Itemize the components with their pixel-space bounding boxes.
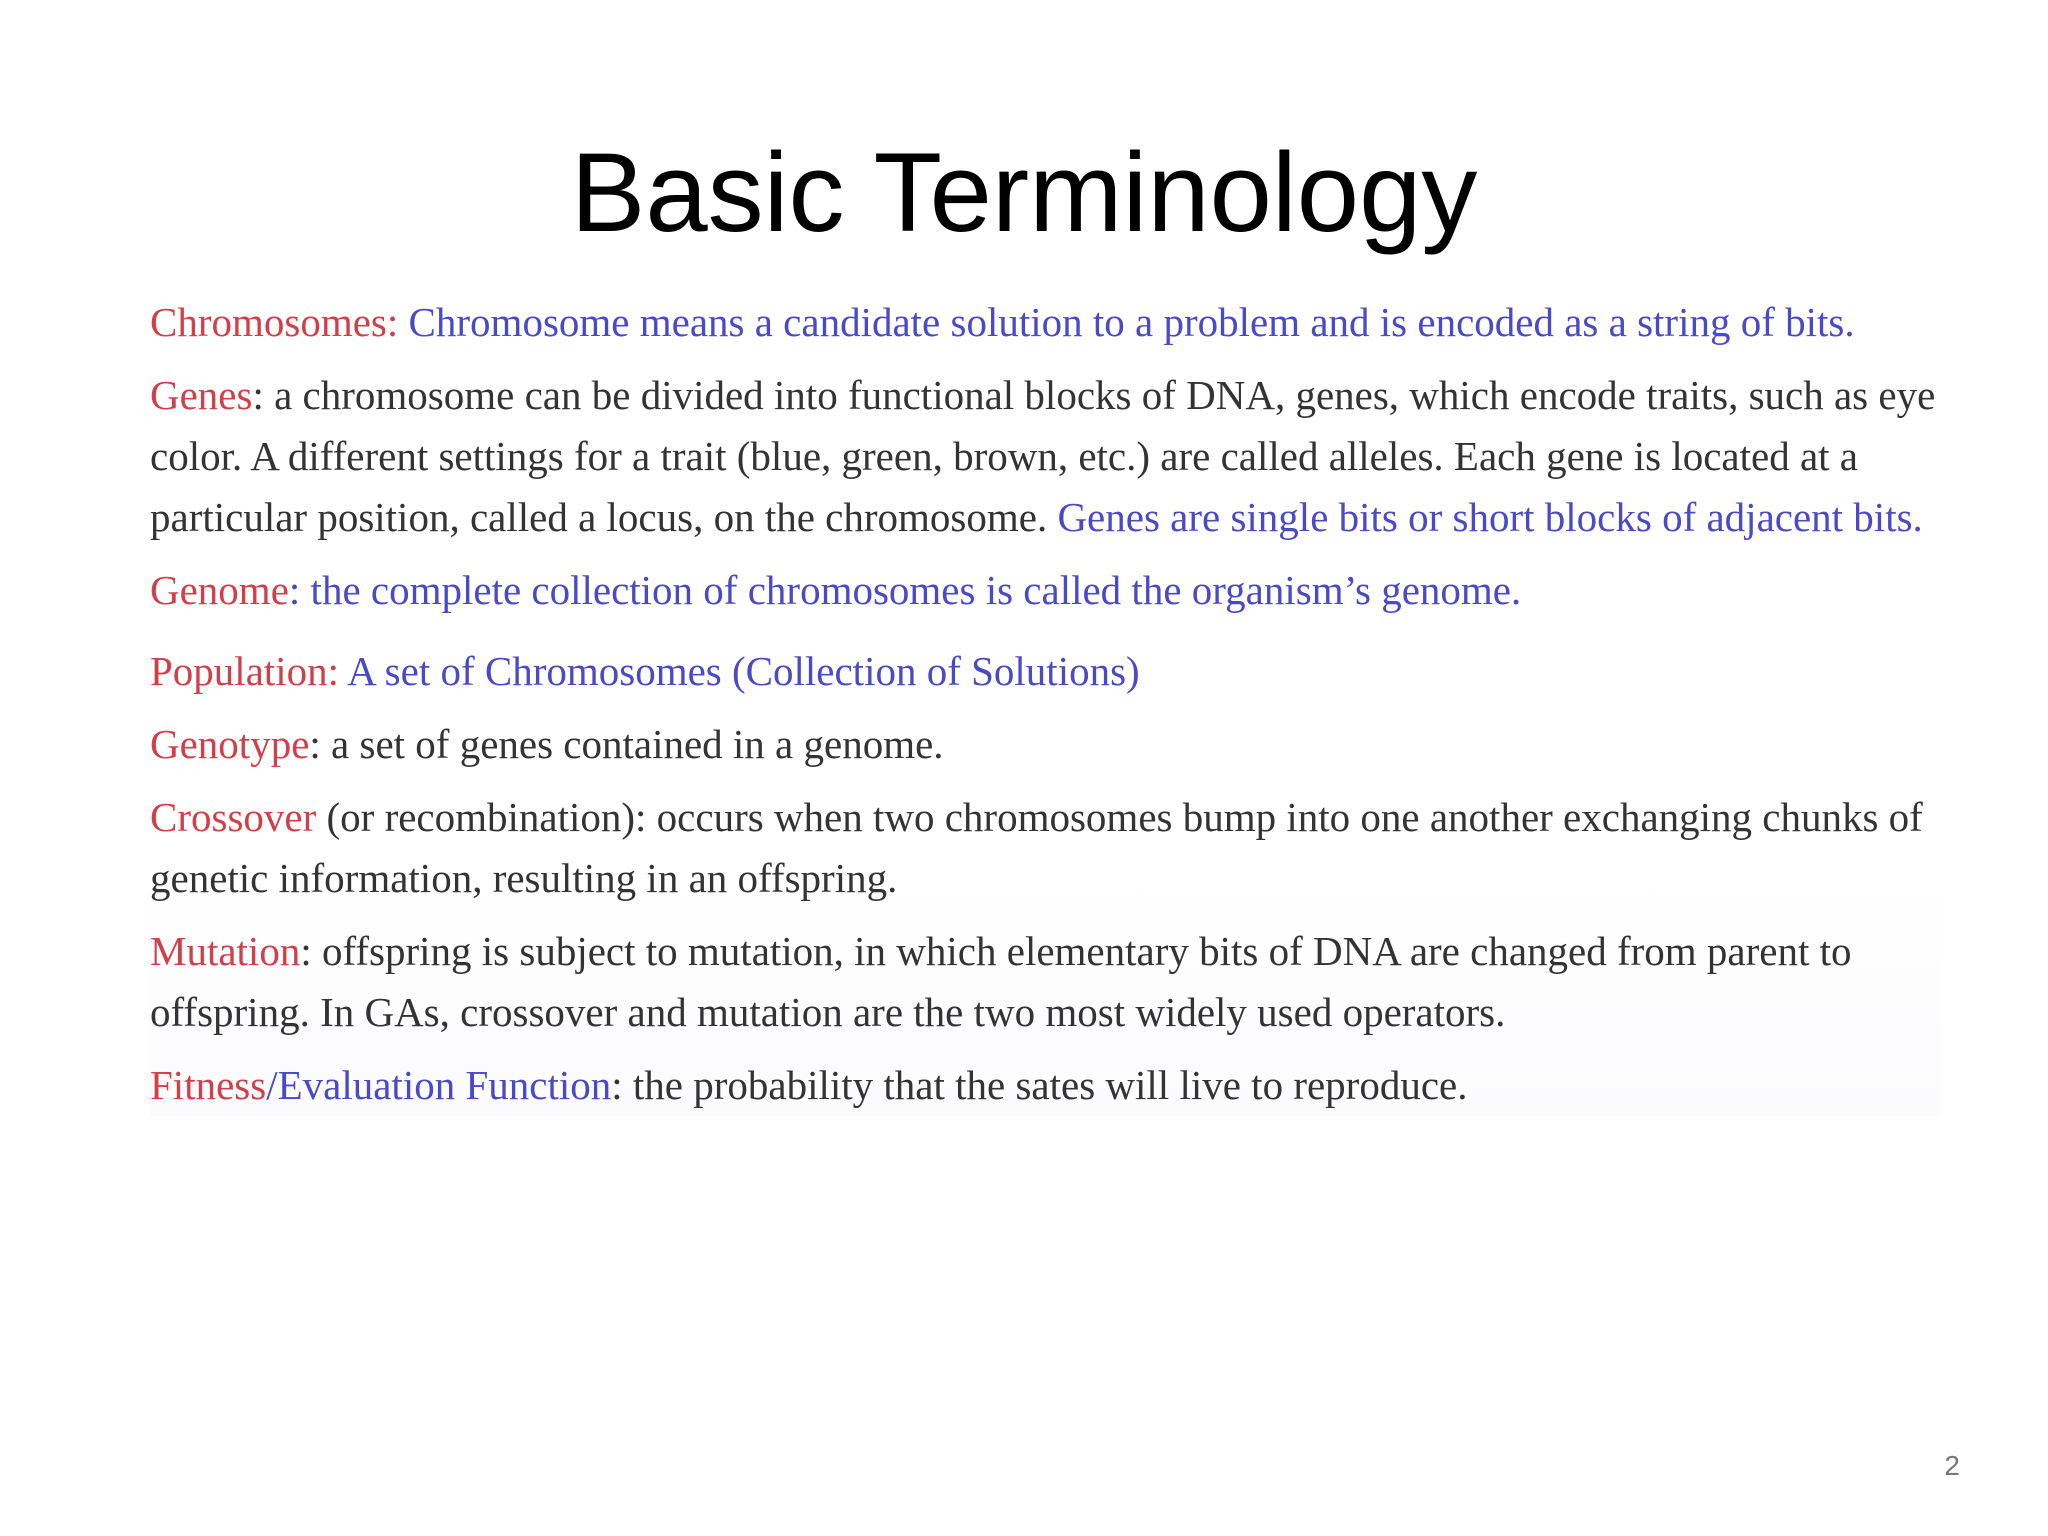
definition-text-highlight: Genes are single bits or short blocks of adjacent bits.: [1057, 494, 1923, 540]
term-genome: Genome: [150, 567, 289, 613]
terminology-list: [150, 292, 1940, 1116]
definition-text: : the complete collection of chromosomes is called the organism’s genome.: [288, 567, 1522, 613]
term-genotype: Genotype: [150, 721, 310, 767]
term-genes: Genes: [150, 372, 253, 418]
definition-text: A set of Chromosomes (Collection of Solutions): [347, 648, 1140, 694]
definition-fitness: [150, 1055, 1940, 1116]
definition-chromosomes: [150, 292, 1940, 353]
definition-text: : a chromosome can be divided into functional blocks of DNA, genes, which encode traits, such as eye color. A different settings for a trait (blue, green, brown, etc.) are called alleles. Each gene is located at a particular position, called a locus, on the chromosome.: [150, 372, 1936, 540]
definition-text: : a set of genes contained in a genome.: [309, 721, 944, 767]
term-chromosomes: Chromosomes:: [150, 299, 409, 345]
definition-genotype: [150, 714, 1940, 775]
definition-mutation: [150, 921, 1940, 1043]
slide-title: Basic Terminology: [570, 130, 1478, 255]
term-population: Population:: [150, 648, 348, 694]
definition-genome: [150, 560, 1940, 621]
definition-crossover: [150, 787, 1940, 909]
term-crossover: Crossover: [150, 794, 317, 840]
definition-text: : offspring is subject to mutation, in which elementary bits of DNA are changed from parent to offspring. In GAs, crossover and mutation are the two most widely used operators.: [150, 928, 1852, 1035]
definition-text: (or recombination): occurs when two chromosomes bump into one another exchanging chunks of genetic information, resulting in an offspring.: [150, 794, 1923, 901]
definition-text: Chromosome means a candidate solution to a problem and is encoded as a string of bits.: [408, 299, 1855, 345]
definition-population: [150, 641, 1940, 702]
definition-text: : the probability that the sates will live to reproduce.: [611, 1062, 1468, 1108]
page-number: 2: [1944, 1450, 1960, 1481]
term-fitness: Fitness: [150, 1062, 267, 1108]
term-evaluation-function: /Evaluation Function: [266, 1062, 612, 1108]
term-mutation: Mutation: [150, 928, 301, 974]
definition-genes: [150, 365, 1940, 548]
